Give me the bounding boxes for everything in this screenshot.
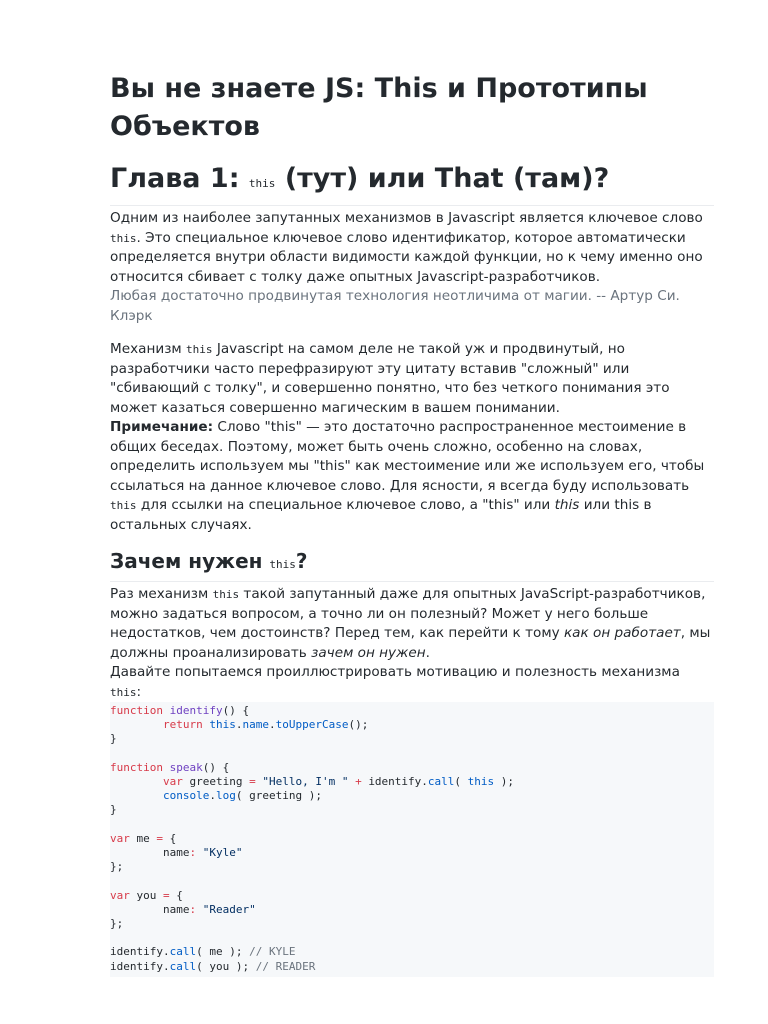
code-token: : bbox=[189, 902, 197, 916]
code-token: { bbox=[176, 888, 183, 902]
section-heading bbox=[110, 547, 714, 582]
code-token: ( greeting ); bbox=[235, 789, 322, 803]
code-token: var bbox=[110, 831, 130, 845]
mechanism-paragraph bbox=[110, 340, 714, 418]
text-run: Слово "this" — это достаточно распространенное местоимение в общих беседах. Поэтому, может быть очень сложно, особенно на словах, определить используем мы "this" как местоимение или же используем его, чтобы ссылаться на данное ключевое слово. Для ясности, я всегда буду использовать bbox=[110, 419, 705, 494]
text-run: Механизм bbox=[110, 341, 186, 357]
code-token: toUpperCase bbox=[275, 718, 349, 732]
text-run: , мы должны проанализировать bbox=[110, 625, 711, 661]
code-token: = bbox=[249, 775, 256, 789]
text-run: . bbox=[425, 644, 430, 661]
code-token: call bbox=[169, 945, 197, 959]
document-page bbox=[110, 66, 714, 977]
code-token: () { bbox=[222, 704, 250, 717]
note-label: Примечание: bbox=[110, 419, 214, 435]
text-run: Давайте попытаемся проиллюстрировать мотивацию и полезность механизма bbox=[110, 664, 680, 680]
code-token: . bbox=[268, 718, 276, 732]
code-token: this bbox=[467, 775, 495, 789]
code-token: var bbox=[110, 888, 130, 902]
code-token: name bbox=[162, 846, 190, 860]
code-token: return bbox=[162, 718, 203, 732]
code-token: this bbox=[209, 718, 236, 732]
code-token: = bbox=[163, 888, 170, 902]
code-token: . bbox=[235, 718, 243, 732]
code-token: (); bbox=[348, 718, 369, 732]
code-token: } bbox=[110, 803, 117, 817]
inline-code: this bbox=[110, 231, 137, 245]
text-run: такой запутанный даже для опытных JavaScript-разработчиков, можно задаться вопросом, а точно ли он полезный? Может у него больше недостатков, чем достоинств? Перед тем, как перейти к тому bbox=[110, 586, 706, 641]
code-comment: // READER bbox=[255, 959, 316, 973]
emphasis: как он работает bbox=[563, 625, 681, 641]
code-token: var bbox=[162, 775, 183, 789]
inline-code: this bbox=[110, 499, 137, 512]
section-suffix: ? bbox=[295, 549, 308, 573]
code-token: }; bbox=[110, 917, 124, 931]
code-token: ( bbox=[454, 775, 462, 789]
code-token: () { bbox=[202, 760, 230, 774]
code-block bbox=[110, 702, 714, 977]
code-token: identify. bbox=[368, 775, 428, 789]
text-run: или this в остальных случаях. bbox=[110, 497, 652, 533]
chapter-heading bbox=[110, 161, 714, 206]
inline-code: this bbox=[186, 343, 213, 356]
code-token: function bbox=[110, 704, 163, 717]
code-token: } bbox=[110, 732, 117, 746]
code-token: . bbox=[209, 789, 216, 803]
text-run: Одним из наиболее запутанных механизмов в Javascript является ключевое слово bbox=[110, 210, 703, 226]
text-run: для ссылки на специальное ключевое слово, а "this" или bbox=[136, 497, 555, 513]
code-token: ); bbox=[500, 775, 515, 789]
section-prefix: Зачем нужен bbox=[110, 549, 263, 573]
code-token: identify bbox=[169, 704, 223, 717]
illustrate-paragraph bbox=[110, 663, 714, 702]
code-token: "Hello, I'm " bbox=[262, 775, 349, 789]
text-run: . Это специальное ключевое слово идентификатор, которое автоматически определяется внутри области видимости каждой функции, но к чему именно оно относится сбивает с толку даже опытных Javascript-разработчиков. bbox=[110, 229, 703, 285]
emphasis: зачем он нужен bbox=[311, 644, 426, 661]
code-token: ( you ); bbox=[196, 959, 256, 973]
code-token: ( me ); bbox=[196, 945, 250, 959]
code-token: name bbox=[162, 902, 190, 916]
section-code: this bbox=[269, 558, 296, 571]
intro-paragraph bbox=[110, 209, 714, 287]
document-title: Вы не знаете JS: This и Прототипы Объектов bbox=[110, 73, 648, 142]
note-paragraph bbox=[110, 418, 714, 535]
text-run: Раз механизм bbox=[110, 586, 213, 602]
chapter-prefix: Глава 1: bbox=[110, 163, 240, 194]
why-paragraph bbox=[110, 585, 714, 663]
code-token: "Reader" bbox=[202, 902, 256, 916]
code-token: "Kyle" bbox=[202, 846, 243, 860]
code-token: { bbox=[169, 831, 177, 845]
inline-code: this bbox=[110, 685, 137, 699]
quote-paragraph: Любая достаточно продвинутая технология неотличима от магии. -- Артур Си. Клэрк bbox=[110, 288, 680, 324]
chapter-code: this bbox=[248, 177, 276, 190]
chapter-suffix: (тут) или That (там)? bbox=[284, 163, 610, 194]
code-token: call bbox=[427, 775, 455, 789]
code-token: me bbox=[136, 831, 150, 845]
code-token: greeting bbox=[189, 775, 243, 789]
text-run: : bbox=[136, 683, 142, 700]
code-token: call bbox=[169, 959, 197, 973]
code-token: = bbox=[156, 831, 163, 845]
emphasis: this bbox=[554, 497, 580, 513]
code-token: function bbox=[110, 760, 163, 774]
code-comment: // KYLE bbox=[249, 945, 296, 959]
code-token: identify. bbox=[110, 959, 170, 973]
code-token: log bbox=[215, 789, 236, 803]
code-token: you bbox=[136, 888, 157, 902]
code-token: }; bbox=[110, 860, 124, 874]
code-token: identify. bbox=[110, 945, 170, 959]
code-token: + bbox=[355, 775, 362, 789]
code-token: name bbox=[242, 718, 269, 732]
code-token: speak bbox=[169, 760, 203, 774]
inline-code: this bbox=[212, 588, 240, 601]
code-token: : bbox=[189, 846, 197, 860]
code-token: console bbox=[162, 789, 210, 803]
text-run: Javascript на самом деле не такой уж и продвинутый, но разработчики часто перефразируют эту цитату вставив "сложный" или "сбивающий с толку", и совершенно понятно, что без четкого понимания это может казаться совершенно магическим в вашем понимании. bbox=[110, 341, 670, 416]
